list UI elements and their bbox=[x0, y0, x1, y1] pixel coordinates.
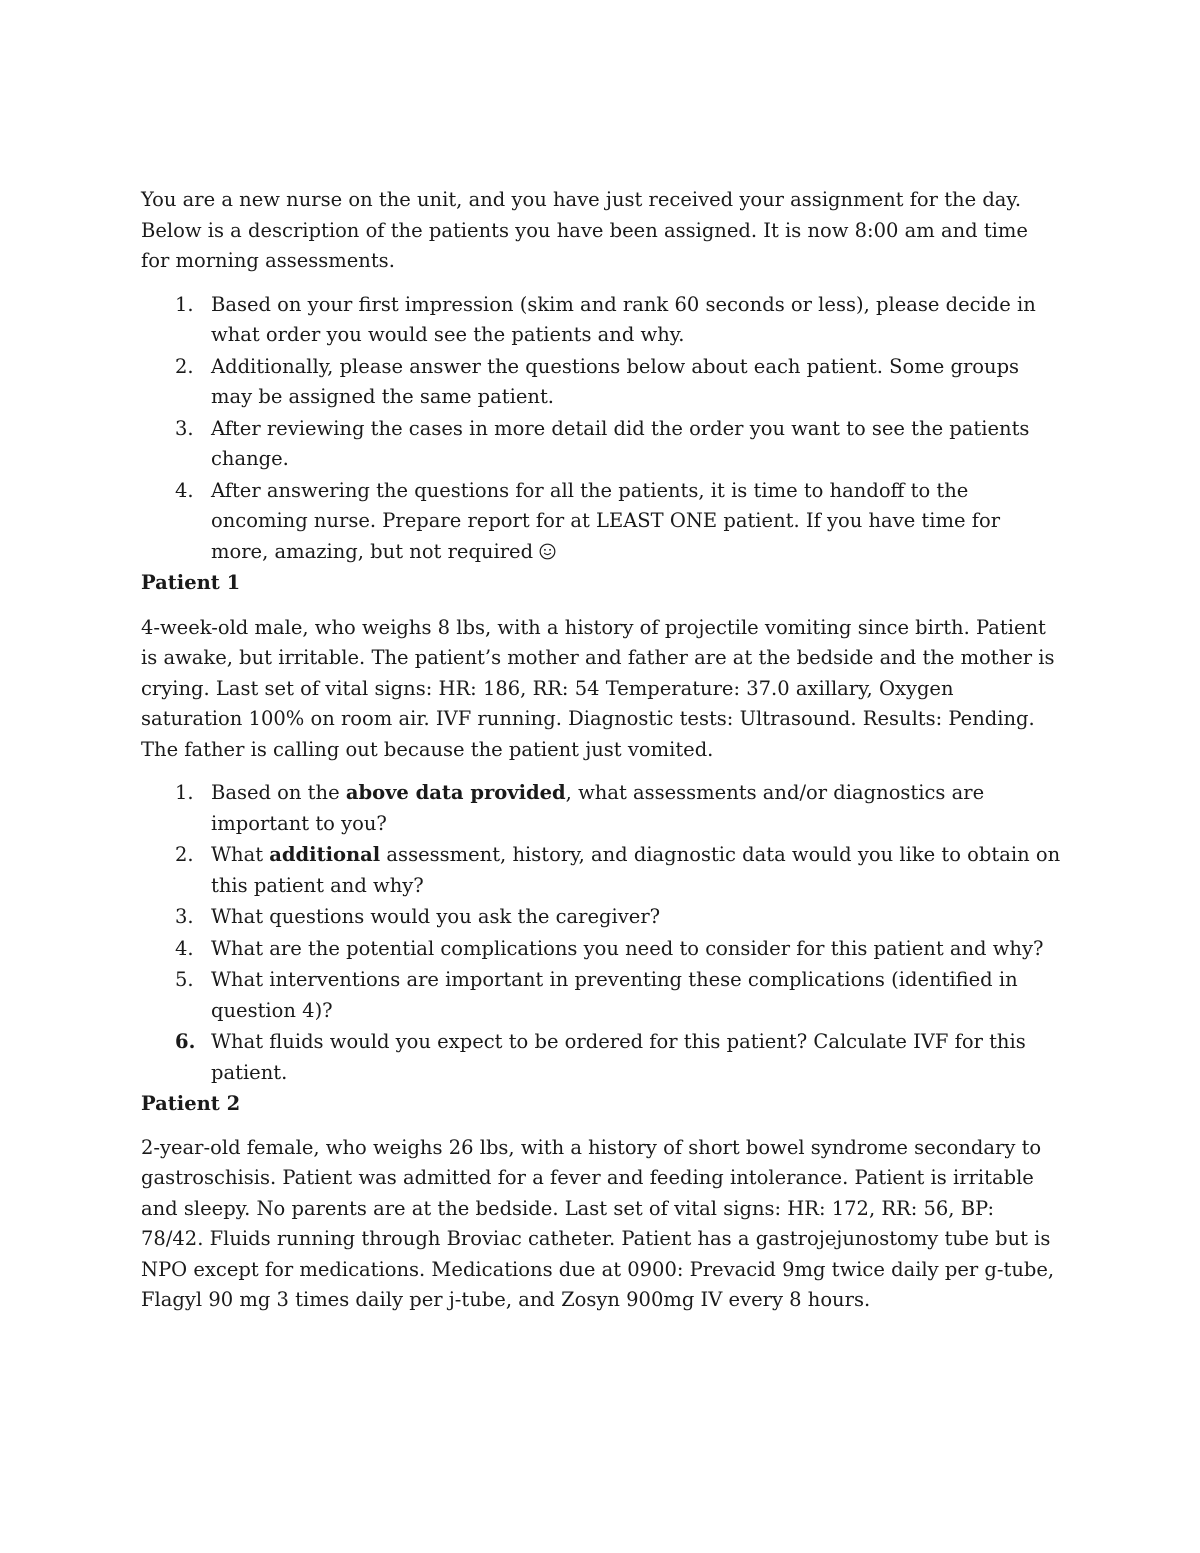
patient-2-heading: Patient 2 bbox=[141, 1092, 241, 1115]
list-item-text: What fluids would you expect to be ordered for this patient? Calculate IVF for this patient. bbox=[211, 1030, 1026, 1084]
list-number: 1. bbox=[175, 292, 194, 316]
question-text-post: , what assessments and/or diagnostics are important to you? bbox=[211, 781, 985, 835]
list-item bbox=[141, 476, 1061, 568]
list-item-text: After answering the questions for all the patients, it is time to handoff to the oncoming nurse. Prepare report for at LEAST ONE patient. If you have time for more, amazing, but not required bbox=[211, 478, 1001, 563]
list-item-text: What interventions are important in preventing these complications (identified in question 4)? bbox=[211, 968, 1018, 1022]
list-item-text: Based on your first impression (skim and rank 60 seconds or less), please decide in what order you would see the patients and why. bbox=[211, 292, 1036, 346]
intro-paragraph: You are a new nurse on the unit, and you have just received your assignment for the day. Below is a description of the patients you have been assigned. It is now 8:00 am and time for morning assessments. bbox=[141, 188, 1028, 272]
instructions-list bbox=[141, 290, 1061, 568]
list-item-text: What are the potential complications you need to consider for this patient and why? bbox=[211, 936, 1044, 960]
list-number: 3. bbox=[175, 905, 194, 928]
list-item bbox=[141, 934, 1061, 965]
list-number: 1. bbox=[175, 781, 194, 804]
list-item bbox=[141, 778, 1061, 839]
list-item-text: After reviewing the cases in more detail did the order you want to see the patients change. bbox=[211, 416, 1030, 470]
list-item bbox=[141, 1027, 1061, 1088]
list-number: 4. bbox=[175, 478, 194, 502]
list-item-text: Additionally, please answer the questions below about each patient. Some groups may be assigned the same patient. bbox=[211, 354, 1020, 408]
question-text-bold: additional bbox=[269, 843, 381, 866]
list-item-text: What questions would you ask the caregiver? bbox=[211, 905, 661, 928]
list-number: 6. bbox=[175, 1030, 196, 1053]
list-number: 3. bbox=[175, 416, 194, 440]
list-item bbox=[141, 840, 1061, 901]
patient-1-questions bbox=[141, 778, 1061, 1088]
list-item bbox=[141, 965, 1061, 1026]
list-item bbox=[141, 352, 1061, 413]
list-item bbox=[141, 290, 1061, 351]
list-number: 2. bbox=[175, 843, 194, 866]
question-text-pre: What bbox=[211, 843, 270, 866]
list-number: 5. bbox=[175, 968, 194, 991]
question-text-post: assessment, history, and diagnostic data would you like to obtain on this patient and why? bbox=[211, 843, 1061, 897]
smiley-face-icon bbox=[539, 543, 556, 560]
document-page bbox=[141, 185, 1061, 1316]
list-number: 4. bbox=[175, 936, 194, 960]
question-text-bold: above data provided bbox=[345, 781, 566, 804]
patient-1-heading: Patient 1 bbox=[141, 571, 241, 594]
list-item bbox=[141, 902, 1061, 933]
patient-2-description: 2-year-old female, who weighs 26 lbs, with a history of short bowel syndrome secondary to gastroschisis. Patient was admitted for a fever and feeding intolerance. Patient is irritable and sleepy. No parents are at the bedside. Last set of vital signs: HR: 172, RR: 56, BP: 78/42. Fluids running through Broviac catheter. Patient has a gastrojejunostomy tube but is NPO except for medications. Medications due at 0900: Prevacid 9mg twice daily per g-tube, Flagyl 90 mg 3 times daily per j-tube, and Zosyn 900mg IV every 8 hours. bbox=[141, 1135, 1055, 1311]
list-item bbox=[141, 414, 1061, 475]
patient-1-description: 4-week-old male, who weighs 8 lbs, with a history of projectile vomiting since birth. Patient is awake, but irritable. The patient’s mother and father are at the bedside and the mother is crying. Last set of vital signs: HR: 186, RR: 54 Temperature: 37.0 axillary, Oxygen saturation 100% on room air. IVF running. Diagnostic tests: Ultrasound. Results: Pending. The father is calling out because the patient just vomited. bbox=[141, 615, 1055, 761]
question-text-pre: Based on the bbox=[211, 781, 346, 804]
list-number: 2. bbox=[175, 354, 194, 378]
